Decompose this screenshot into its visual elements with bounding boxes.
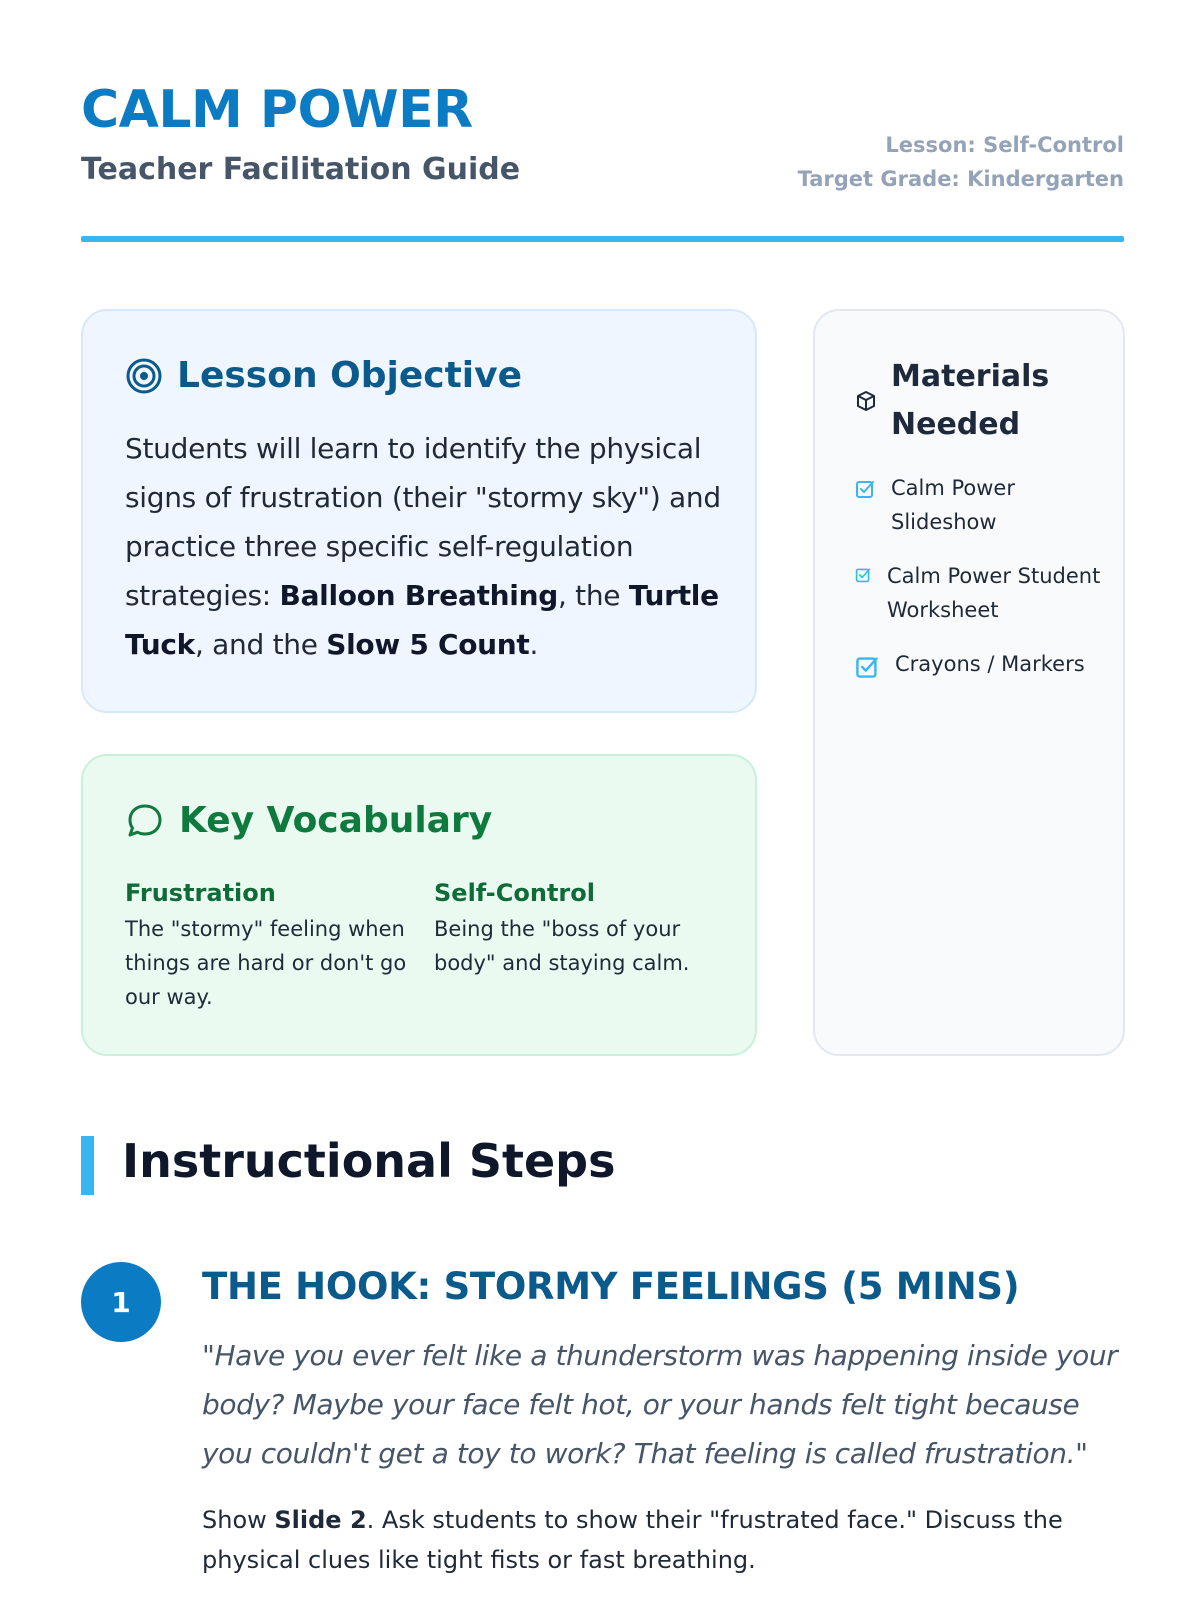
step-instructions: Show Slide 2. Ask students to show their "frustrated face." Discuss the physical clues like tight fists or fast breathing. bbox=[202, 1506, 1063, 1574]
lesson-label: Lesson: Self-Control bbox=[885, 133, 1124, 157]
slide-reference: Slide 2 bbox=[274, 1506, 367, 1534]
target-icon bbox=[125, 357, 163, 395]
list-item bbox=[855, 559, 1105, 627]
page-subtitle: Teacher Facilitation Guide bbox=[81, 152, 521, 187]
lesson-objective-card bbox=[81, 309, 757, 713]
vocab-item bbox=[125, 876, 415, 1014]
vocab-term: Frustration bbox=[125, 879, 276, 907]
page-header bbox=[81, 80, 1124, 242]
checkbox-checked-icon bbox=[855, 655, 879, 679]
objective-header bbox=[125, 355, 522, 396]
vocabulary-header bbox=[125, 800, 492, 841]
key-vocabulary-card bbox=[81, 754, 757, 1056]
header-divider bbox=[81, 236, 1124, 242]
list-item bbox=[855, 647, 1105, 681]
step-script-quote: "Have you ever felt like a thunderstorm was happening inside your body? Maybe your face felt hot, or your hands felt tight because you couldn't get a toy to work? That feeling is called frustration." bbox=[202, 1339, 1118, 1470]
materials-heading: Materials Needed bbox=[891, 359, 1050, 442]
materials-list bbox=[855, 471, 1105, 701]
material-label: Calm Power Slideshow bbox=[891, 476, 1015, 534]
grade-label: Target Grade: Kindergarten bbox=[797, 167, 1124, 191]
material-label: Crayons / Markers bbox=[895, 652, 1085, 676]
box-icon bbox=[855, 390, 877, 412]
vocab-definition: Being the "boss of your body" and staying calm. bbox=[434, 917, 690, 975]
vocab-item bbox=[434, 876, 724, 980]
speech-bubble-icon bbox=[125, 801, 165, 841]
step-number-badge: 1 bbox=[81, 1262, 161, 1342]
materials-card bbox=[813, 309, 1125, 1056]
materials-header bbox=[855, 353, 1049, 449]
strategy-turtle-tuck: Turtle Tuck bbox=[125, 579, 719, 661]
objective-heading: Lesson Objective bbox=[177, 355, 523, 396]
section-accent-bar bbox=[81, 1136, 94, 1195]
checkbox-checked-icon bbox=[855, 479, 875, 499]
material-label: Calm Power Student Worksheet bbox=[887, 564, 1101, 622]
instructional-steps-heading: Instructional Steps bbox=[122, 1134, 616, 1188]
lesson-meta bbox=[798, 128, 1124, 196]
strategy-balloon-breathing: Balloon Breathing bbox=[279, 579, 558, 612]
step-title: THE HOOK: STORMY FEELINGS (5 MINS) bbox=[202, 1265, 1020, 1308]
objective-text: Students will learn to identify the physical signs of frustration (their "stormy sky") and practice three specific self-regulation strategies: Balloon Breathing, the Turtle Tuck, and the Slow 5 Count. bbox=[125, 432, 721, 661]
list-item bbox=[855, 471, 1105, 539]
page-title: CALM POWER bbox=[81, 80, 473, 140]
vocab-term: Self-Control bbox=[434, 879, 595, 907]
strategy-slow-5-count: Slow 5 Count bbox=[326, 628, 530, 661]
checkbox-checked-icon bbox=[855, 567, 871, 583]
vocab-definition: The "stormy" feeling when things are hard or don't go our way. bbox=[125, 917, 407, 1009]
vocabulary-heading: Key Vocabulary bbox=[179, 800, 493, 841]
